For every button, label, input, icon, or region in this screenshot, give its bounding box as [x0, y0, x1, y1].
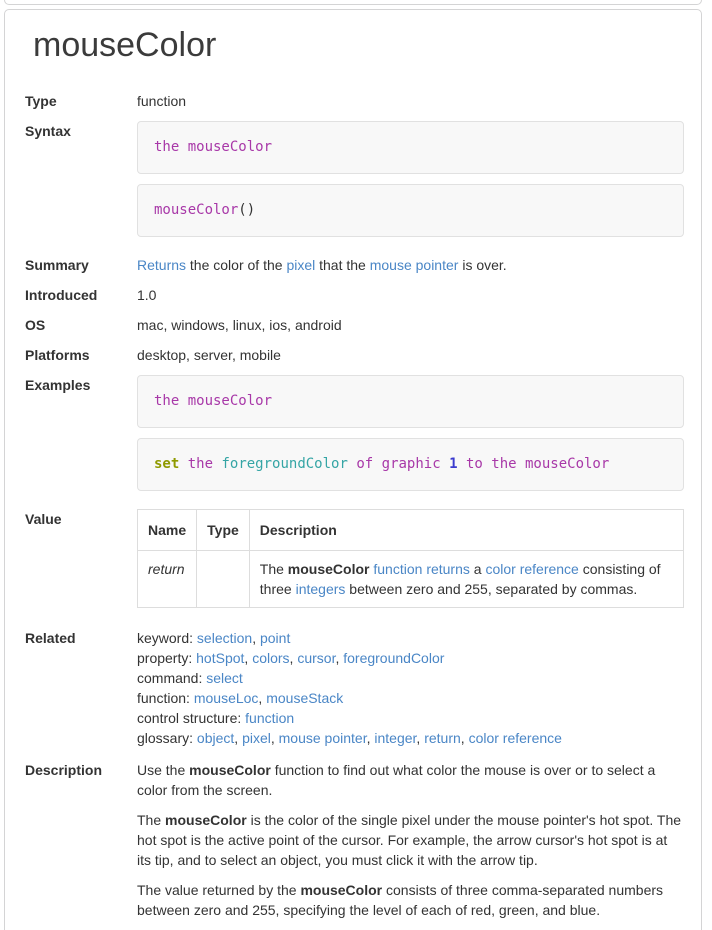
- example-code-block-2: [137, 438, 684, 491]
- text-segment: 1: [449, 456, 458, 472]
- related-line-property: [137, 648, 684, 668]
- text-segment: [458, 456, 466, 472]
- text-segment: ,: [289, 650, 298, 666]
- text-segment: graphic: [381, 456, 441, 472]
- related-line-command: [137, 668, 684, 688]
- text-segment: (): [238, 202, 256, 218]
- text-segment: [373, 456, 381, 472]
- link-integer[interactable]: integer: [374, 730, 417, 746]
- row-syntax: [20, 121, 684, 237]
- row-examples: [20, 375, 684, 491]
- text-segment: glossary:: [137, 730, 197, 746]
- text-segment: [517, 456, 525, 472]
- related-line-function: [137, 688, 684, 708]
- text-segment: that the: [315, 257, 370, 273]
- text-segment: [483, 456, 491, 472]
- text-segment: ,: [270, 730, 279, 746]
- text-segment: ,: [244, 650, 253, 666]
- example-code-block-1: [137, 375, 684, 428]
- text-segment: the: [187, 456, 214, 472]
- text-segment: mouseColor: [300, 882, 383, 898]
- text-segment: is the color of the single pixel under the mouse pointer's hot spot. The hot spot is the active point of the cursor. For example, the arrow cursor's hot spot is at its tip, and to select an object, you must click it with the arrow tip.: [137, 812, 682, 868]
- text-segment: to: [465, 456, 483, 472]
- type-value: function: [137, 93, 187, 109]
- link-pixel[interactable]: pixel: [242, 730, 271, 746]
- description-paragraph-2: [137, 810, 684, 870]
- row-value: [20, 509, 684, 608]
- text-segment: function to find out what color the mouse is over or to select a color from the screen.: [137, 762, 656, 798]
- os-value: mac, windows, linux, ios, android: [137, 317, 342, 333]
- text-segment: mouseColor: [525, 456, 610, 472]
- examples-label: Examples: [25, 377, 91, 393]
- value-label: Value: [25, 511, 62, 527]
- text-segment: property:: [137, 650, 197, 666]
- link-object[interactable]: object: [196, 730, 235, 746]
- text-segment: ,: [416, 730, 425, 746]
- text-segment: between zero and 255, separated by commas.: [345, 581, 638, 597]
- text-segment: of: [356, 456, 374, 472]
- row-os: [20, 315, 684, 335]
- syntax-code-block-1: [137, 121, 684, 174]
- syntax-label: Syntax: [25, 123, 71, 139]
- table-row: [138, 551, 684, 608]
- related-line-keyword: [137, 628, 684, 648]
- introduced-value: 1.0: [137, 287, 157, 303]
- text-segment: mouseColor: [189, 762, 271, 778]
- text-segment: The value returned by the: [137, 882, 301, 898]
- link-mousestack[interactable]: mouseStack: [266, 690, 344, 706]
- text-segment: ,: [366, 730, 375, 746]
- link-integers[interactable]: integers: [295, 581, 346, 597]
- link-mouseloc[interactable]: mouseLoc: [193, 690, 259, 706]
- link-mouse-pointer[interactable]: mouse pointer: [278, 730, 367, 746]
- value-table-header-description: Description: [249, 510, 683, 551]
- text-segment: mouseColor: [154, 202, 239, 218]
- link-function[interactable]: function: [245, 710, 295, 726]
- text-segment: ,: [234, 730, 243, 746]
- text-segment: the color of the: [186, 257, 287, 273]
- link-mouse-pointer[interactable]: mouse pointer: [369, 257, 459, 273]
- row-related: [20, 628, 684, 748]
- row-platforms: [20, 345, 684, 365]
- value-table-header-type: Type: [197, 510, 250, 551]
- value-table: [137, 509, 684, 608]
- related-line-glossary: [137, 728, 684, 748]
- link-hotspot[interactable]: hotSpot: [196, 650, 245, 666]
- text-segment: function:: [137, 690, 194, 706]
- text-segment: a: [469, 561, 486, 577]
- syntax-code-block-2: [137, 184, 684, 237]
- description-paragraph-1: [137, 760, 684, 800]
- platforms-label: Platforms: [25, 347, 90, 363]
- link-select[interactable]: select: [206, 670, 243, 686]
- description-label: Description: [25, 762, 103, 778]
- text-segment: The: [259, 561, 288, 577]
- text-segment: consists of three comma-separated numbers between zero and 255, specifying the level of each of red, green, and blue.: [137, 882, 664, 918]
- text-segment: ,: [258, 690, 267, 706]
- description-paragraph-3: [137, 880, 684, 920]
- text-segment: ,: [335, 650, 344, 666]
- link-pixel[interactable]: pixel: [286, 257, 316, 273]
- link-colors[interactable]: colors: [252, 650, 290, 666]
- value-description-cell: [249, 551, 683, 608]
- value-table-header-row: [138, 510, 684, 551]
- text-segment: set: [154, 456, 180, 472]
- text-segment: mouseColor: [287, 561, 370, 577]
- link-color-reference[interactable]: color reference: [468, 730, 562, 746]
- link-point[interactable]: point: [259, 630, 291, 646]
- text-segment: [441, 456, 449, 472]
- link-color-reference[interactable]: color reference: [485, 561, 579, 577]
- summary-label: Summary: [25, 257, 89, 273]
- text-segment: the mouseColor: [154, 393, 273, 409]
- link-foregroundcolor[interactable]: foregroundColor: [343, 650, 445, 666]
- text-segment: consisting of three: [259, 561, 661, 597]
- type-label: Type: [25, 93, 57, 109]
- value-table-header-name: Name: [138, 510, 197, 551]
- text-segment: the: [491, 456, 517, 472]
- text-segment: is over.: [458, 257, 507, 273]
- text-segment: mouseColor: [165, 812, 247, 828]
- os-label: OS: [25, 317, 46, 333]
- text-segment: foregroundColor: [221, 456, 348, 472]
- link-return[interactable]: return: [424, 730, 461, 746]
- link-selection[interactable]: selection: [196, 630, 253, 646]
- row-summary: [20, 255, 684, 275]
- text-segment: Use the: [137, 762, 190, 778]
- platforms-value: desktop, server, mobile: [137, 347, 281, 363]
- page-title: mouseColor: [33, 26, 217, 64]
- dictionary-entry-card: [4, 9, 702, 930]
- summary-text: [137, 255, 684, 275]
- text-segment: [179, 456, 187, 472]
- previous-card-bottom-edge: [4, 0, 702, 5]
- row-description: [20, 760, 684, 920]
- introduced-label: Introduced: [25, 287, 98, 303]
- related-line-control-structure: [137, 708, 684, 728]
- row-introduced: [20, 285, 684, 305]
- link-cursor[interactable]: cursor: [297, 650, 336, 666]
- link-returns[interactable]: Returns: [137, 257, 187, 273]
- text-segment: command:: [137, 670, 207, 686]
- row-type: [20, 91, 684, 111]
- value-name-cell: return: [138, 551, 197, 608]
- text-segment: the mouseColor: [154, 139, 273, 155]
- text-segment: ,: [460, 730, 469, 746]
- text-segment: control structure:: [137, 710, 246, 726]
- text-segment: keyword:: [137, 630, 197, 646]
- link-function[interactable]: function: [373, 561, 423, 577]
- text-segment: The: [137, 812, 166, 828]
- related-label: Related: [25, 630, 76, 646]
- link-returns[interactable]: returns: [426, 561, 470, 577]
- value-type-cell: [197, 551, 250, 608]
- text-segment: ,: [252, 630, 260, 646]
